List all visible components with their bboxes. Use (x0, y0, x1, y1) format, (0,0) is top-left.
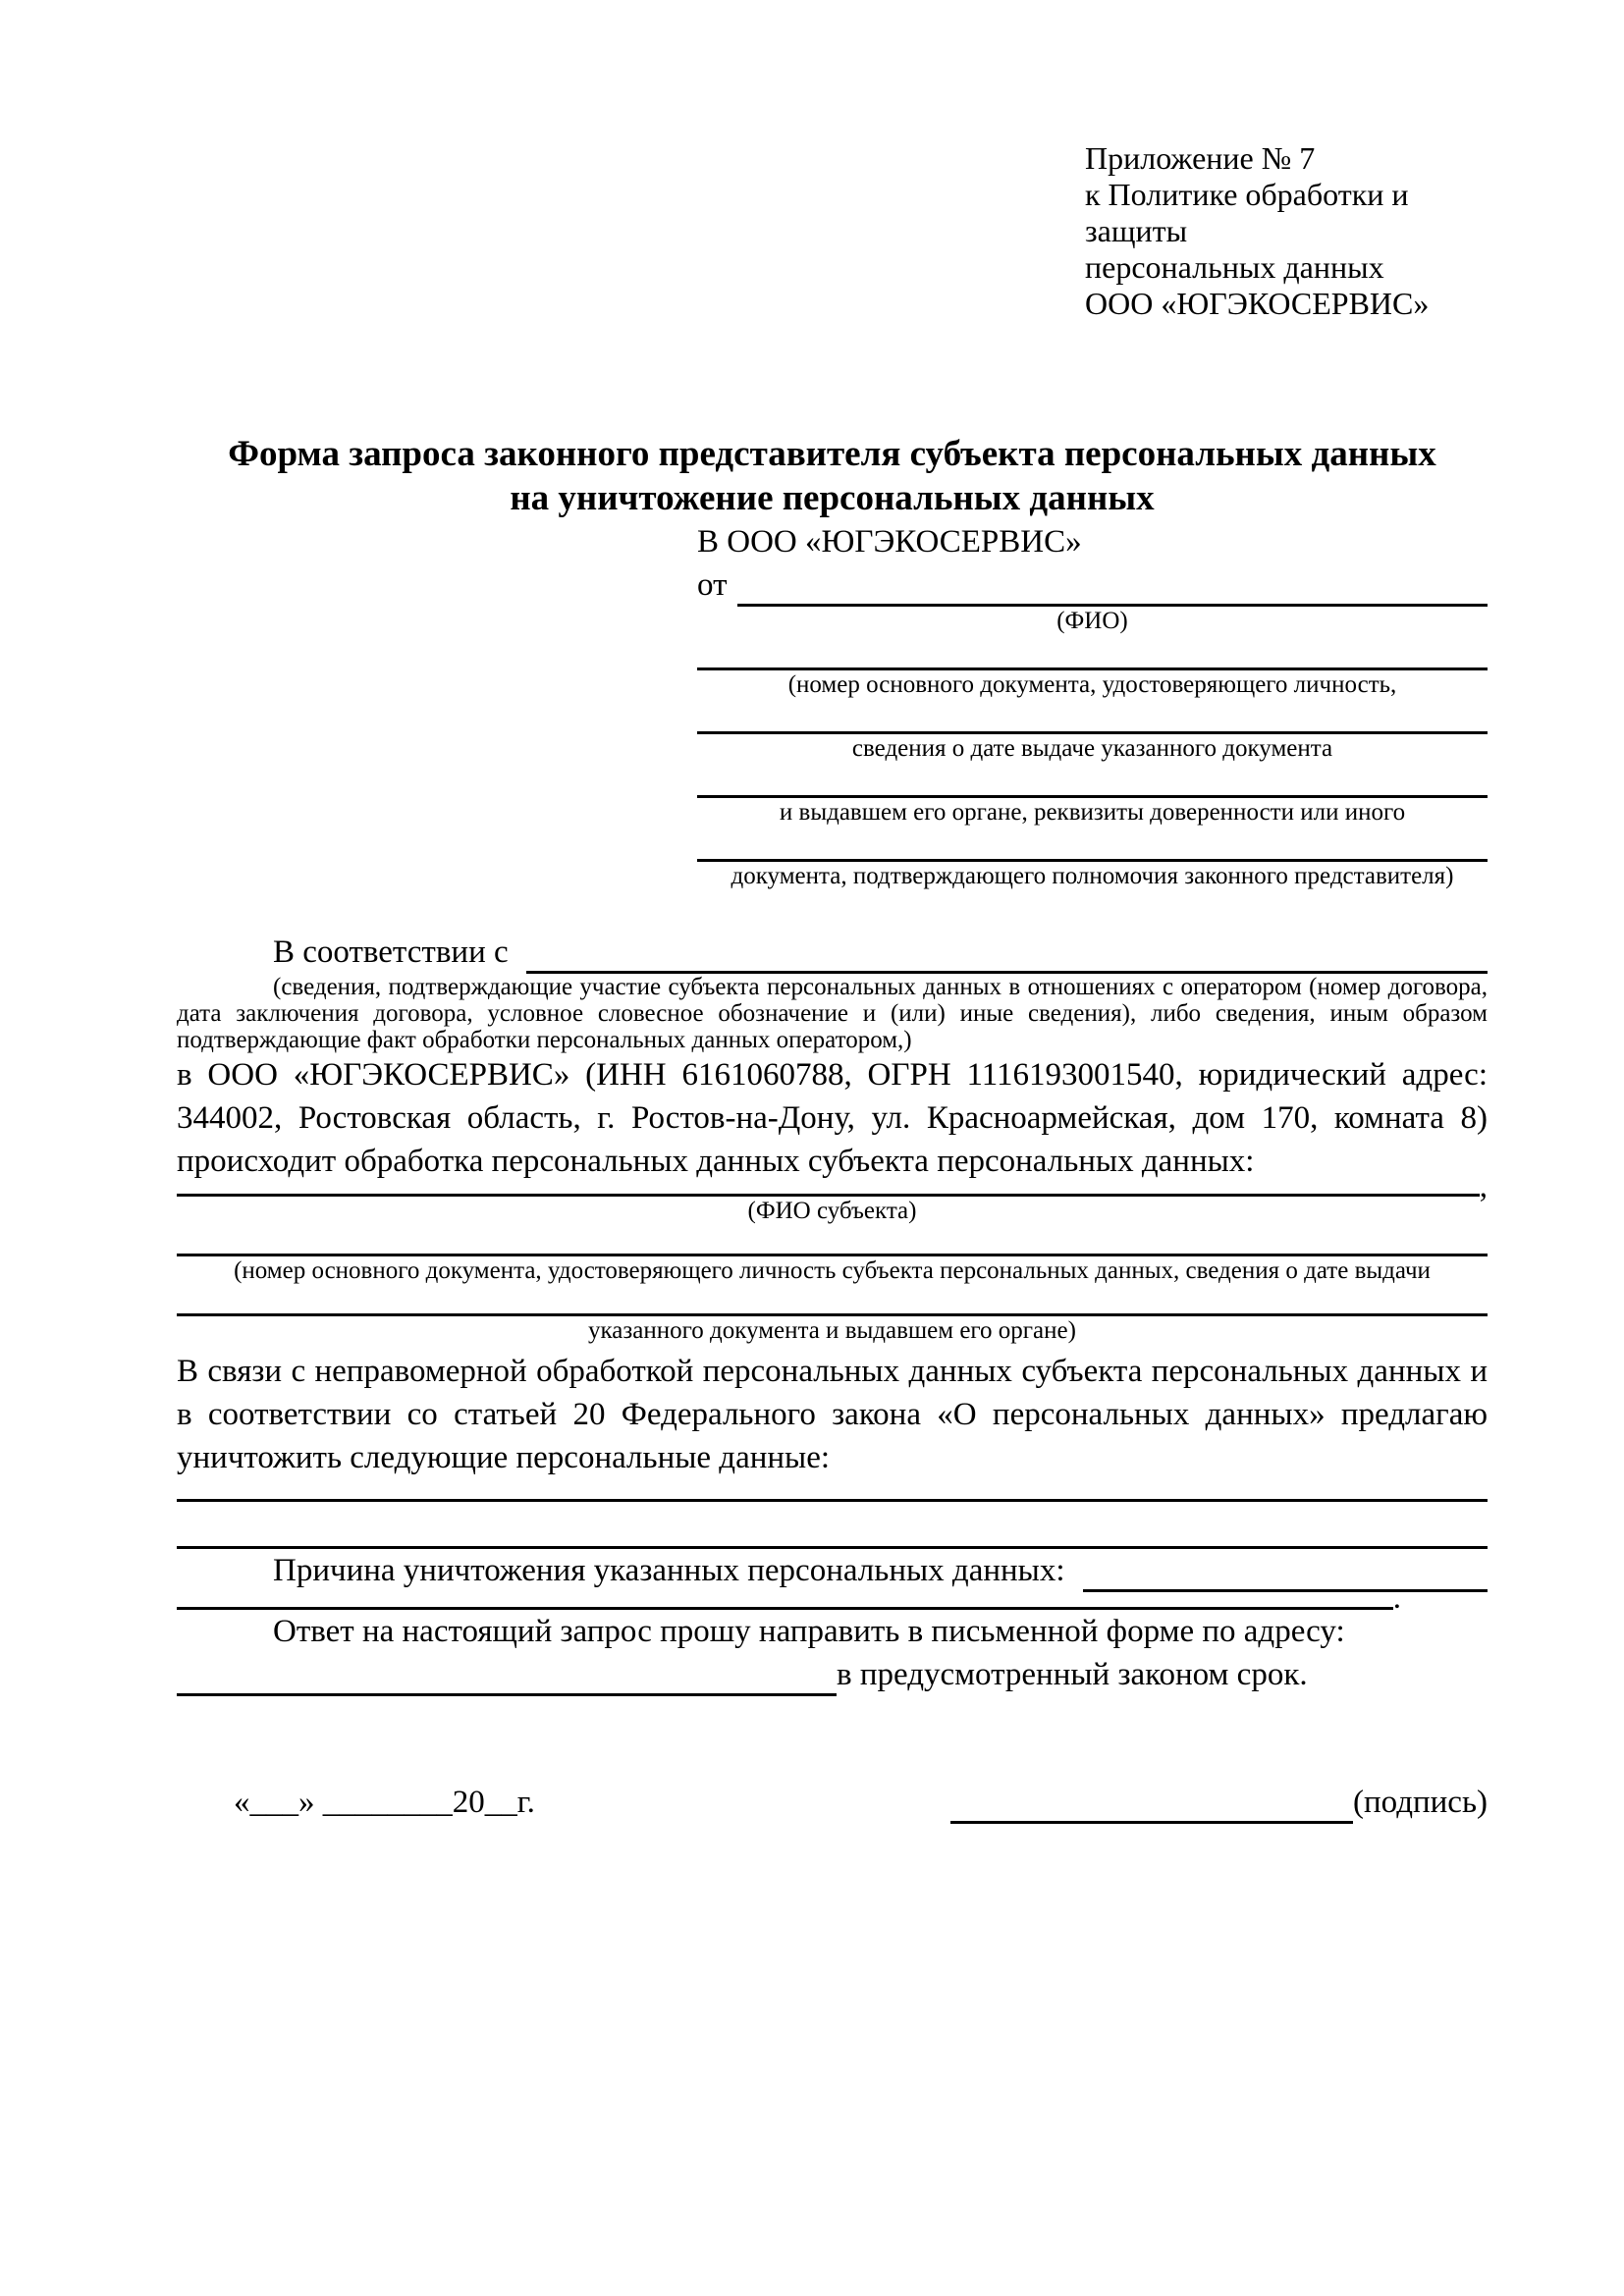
signature-row (177, 1781, 1488, 1824)
appendix-line: персональных данных (1085, 249, 1384, 285)
data-to-destroy-blank (177, 1479, 1488, 1502)
subject-doc-caption: (номер основного документа, удостоверяющего личность субъекта персональных данных, сведения о дате выдачи (234, 1257, 1431, 1284)
accordance-note: (сведения, подтверждающие участие субъекта персональных данных в отношениях с оператором (номер договора, дата заключения договора, условное словесное обозначение и (или) иные сведения), либо сведения, иным образом подтверждающие факт обработки персональных данных оператором,) (177, 974, 1488, 1053)
accordance-line (177, 931, 1488, 974)
subject-fio-line (177, 1169, 1488, 1204)
reason-line (177, 1549, 1488, 1592)
subject-doc-blank (177, 1286, 1488, 1316)
reason-label: Причина уничтожения указанных персональных данных: (273, 1553, 1073, 1588)
reason-continuation-line (177, 1580, 1401, 1616)
subject-doc-caption: указанного документа и выдавшем его органе) (588, 1317, 1076, 1344)
signature-area (950, 1781, 1488, 1824)
answer-address-blank (177, 1664, 837, 1696)
signature-caption: (подпись) (1353, 1785, 1488, 1820)
representative-doc-blank (697, 700, 1488, 734)
field-caption: и выдавшем его органе, реквизиты доверенности или иного (779, 799, 1406, 826)
answer-tail: в предусмотренный законом срок. (837, 1657, 1308, 1692)
document-title (177, 432, 1488, 520)
answer-address-line (177, 1653, 1488, 1696)
request-paragraph: В связи с неправомерной обработкой персональных данных субъекта персональных данных и в соответствии со статьей 20 Федерального закона «О персональных данных» предлагаю уничтожить следующие персональные данные: (177, 1354, 1488, 1475)
comma-suffix: , (1479, 1169, 1488, 1204)
accordance-lead: В соответствии с (273, 934, 516, 970)
answer-paragraph: Ответ на настоящий запрос прошу направить в письменной форме по адресу: (273, 1614, 1345, 1649)
title-line-1: Форма запроса законного представителя субъекта персональных данных (228, 434, 1436, 474)
representative-doc-blank (697, 764, 1488, 798)
operator-paragraph: в ООО «ЮГЭКОСЕРВИС» (ИНН 6161060788, ОГРН 1116193001540, юридический адрес: 344002, Ростовская область, г. Ростов-на-Дону, ул. Красноармейская, дом 170, комната 8) происходит обработка персональных данных субъекта персональных данных: (177, 1057, 1488, 1179)
subject-fio-caption: (ФИО субъекта) (747, 1198, 917, 1224)
from-label: от (697, 567, 728, 603)
appendix-line: к Политике обработки и защиты (1085, 177, 1409, 248)
representative-doc-blank (697, 828, 1488, 862)
subject-doc-blank (177, 1226, 1488, 1256)
date-line: «___» ________20__г. (234, 1785, 535, 1820)
appendix-line: ООО «ЮГЭКОСЕРВИС» (1085, 286, 1430, 321)
appendix-line: Приложение № 7 (1085, 140, 1316, 176)
reason-blank (1083, 1589, 1488, 1592)
field-caption: сведения о дате выдаче указанного документа (851, 735, 1333, 762)
period-suffix: . (1392, 1580, 1401, 1616)
fio-caption: (ФИО) (1056, 608, 1128, 634)
recipient-org: В ООО «ЮГЭКОСЕРВИС» (697, 524, 1082, 560)
representative-doc-blank (697, 636, 1488, 670)
field-caption: (номер основного документа, удостоверяющего личность, (787, 671, 1397, 698)
signature-blank (950, 1791, 1353, 1824)
from-line (697, 563, 1488, 607)
data-to-destroy-blank (177, 1502, 1488, 1549)
field-caption: документа, подтверждающего полномочия законного представителя) (731, 863, 1454, 889)
title-line-2: на уничтожение персональных данных (510, 478, 1155, 518)
appendix-block (1085, 140, 1488, 322)
recipient-block (697, 520, 1488, 891)
